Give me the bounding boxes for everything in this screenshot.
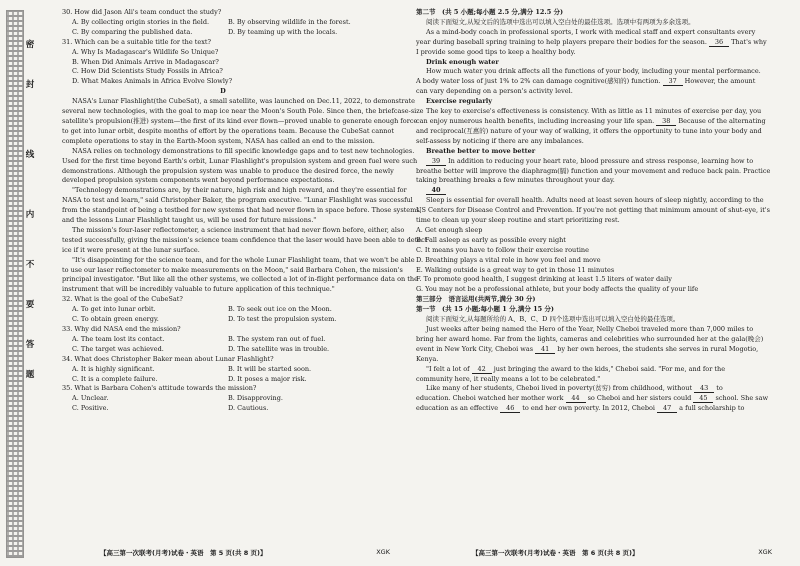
passage-line: demonstrations. Although the propulsion system was unable to produce the desired force, the newly bbox=[62, 166, 394, 175]
page-footer bbox=[100, 548, 390, 557]
option: C. The target was achieved. bbox=[72, 344, 164, 353]
instructions: 阅读下面短文,从每题所给的 A、B、C、D 四个选项中选出可以填入空白处的最佳选项。 bbox=[426, 315, 680, 324]
passage-line: NASA relies on technology demonstrations to fill specific knowledge gaps and to test new technologies. bbox=[72, 146, 415, 155]
passage-line: self-assess by noticing if there are any imbalances. bbox=[416, 136, 584, 145]
binding-line-labels bbox=[23, 40, 37, 540]
option: A. By collecting origin stories in the field. bbox=[72, 17, 210, 26]
passage-line: complete operations to stay in the Earth-Moon system, NASA has called an end to the mission. bbox=[62, 136, 375, 145]
passage-line: ice if it were present at the lunar surface. bbox=[62, 245, 200, 254]
passage-line: education. Cheboi watched her mother work 44 so Cheboi and her sisters could 45 school. She saw bbox=[416, 394, 769, 403]
question-32: 32. What is the goal of the CubeSat? bbox=[62, 295, 183, 304]
options-row bbox=[62, 365, 384, 375]
option: A. Unclear. bbox=[72, 394, 109, 403]
passage-line: "I felt a lot of 42 just bringing the award to the kids," Cheboi said. "For me, and for the bbox=[426, 364, 726, 373]
instructions: 阅读下面短文,从短文后的选项中选出可以填入空白处的最佳选项。选项中有两项为多余选项。 bbox=[426, 17, 695, 26]
option: B. The system ran out of fuel. bbox=[228, 334, 326, 343]
options-row bbox=[62, 375, 384, 385]
section-heading: 第一节 (共 15 小题;每小题 1 分,满分 15 分) bbox=[416, 305, 555, 314]
page-6 bbox=[416, 8, 780, 540]
passage-label: D bbox=[220, 87, 226, 96]
passage-line: As a mind-body coach in professional sports, I work with medical staff and expert consultants every bbox=[426, 27, 756, 36]
option: D. By teaming up with the locals. bbox=[228, 27, 338, 36]
passage-line: 39 In addition to reducing your heart rate, blood pressure and stress response, learning how to bbox=[416, 157, 780, 167]
passage-line: bring her award home. Far from the lights, cameras and celebrities who surrounded her at the gala(晚会) bbox=[416, 334, 764, 343]
question-33: 33. Why did NASA end the mission? bbox=[62, 325, 181, 333]
blank-47: 47 bbox=[657, 404, 677, 413]
blank-42: 42 bbox=[472, 365, 492, 374]
passage-line: NASA to test and learn," said Christopher Baker, the program executive. "Lunar Flashlight was successful bbox=[62, 196, 413, 205]
passage-line: Used for the first time beyond Earth's orbit, Lunar Flashlight's propulsion system and green fuel were such bbox=[62, 156, 418, 165]
question-30: 30. How did Jason Ali's team conduct the study? bbox=[62, 8, 222, 16]
passage-line bbox=[416, 186, 780, 196]
option: C. By comparing the published data. bbox=[72, 27, 193, 36]
binding-label: 封 bbox=[25, 80, 35, 90]
passage-line: principal investigator. "But like all the other systems, we collected a lot of in-flight performance data on the bbox=[62, 275, 418, 284]
passage-line: time to clean up your sleep routine and start prioritizing rest. bbox=[416, 216, 620, 225]
option: A. Get enough sleep bbox=[416, 225, 483, 234]
binding-label: 答 bbox=[25, 340, 35, 350]
option: B. Fall asleep as early as possible every night bbox=[416, 235, 566, 244]
passage-line: Like many of her students, Cheboi lived in poverty(贫穷) from childhood, without 43 to bbox=[426, 384, 723, 393]
passage-line: US Centers for Disease Control and Prevention. If you're not getting that minimum amount of shut-eye, it's bbox=[416, 206, 770, 215]
option: D. The satellite was in trouble. bbox=[228, 344, 330, 353]
blank-38: 38 bbox=[656, 117, 676, 126]
blank-39: 39 bbox=[426, 157, 446, 166]
passage-line: to get into lunar orbit, despite months of effort by the operations team. Because the CubeSat cannot bbox=[62, 126, 394, 135]
passage-line: satellite's propulsion(推进) system—the first of its kind ever flown—proved unable to generate enough force bbox=[62, 116, 418, 125]
passage-line: I provide some good tips to keep a healthy body. bbox=[416, 47, 576, 56]
passage-line: A body water loss of just 1% to 2% can damage cognitive(感知的) function. 37 However, the amount bbox=[416, 77, 756, 86]
passage-line: NASA's Lunar Flashlight(the CubeSat), a small satellite, was launched on Dec.11, 2022, to demonstrate bbox=[72, 97, 415, 106]
blank-37: 37 bbox=[663, 77, 683, 86]
binding-label: 密 bbox=[25, 40, 35, 50]
passage-line: taking breathing breaks a few minutes throughout your day. bbox=[416, 176, 615, 185]
passage-line: "It's disappointing for the science team, and for the whole Lunar Flashlight team, that we won't be able bbox=[72, 255, 415, 264]
blank-46: 46 bbox=[500, 404, 520, 413]
option: B. To seek out ice on the Moon. bbox=[228, 305, 332, 314]
blank-41: 41 bbox=[535, 345, 555, 354]
passage-line: and the lessons Lunar Flashlight taught us, will be used for future missions." bbox=[62, 216, 317, 225]
option: C. Positive. bbox=[72, 404, 109, 413]
binding-label: 不 bbox=[25, 260, 35, 270]
option: E. Walking outside is a great way to get in those 11 minutes bbox=[416, 265, 615, 274]
option: C. How Did Scientists Study Fossils in Africa? bbox=[72, 67, 223, 76]
blank-36: 36 bbox=[709, 38, 729, 47]
decorative-border bbox=[6, 10, 24, 558]
option: D. Breathing plays a vital role in how you feel and move bbox=[416, 255, 601, 264]
binding-label: 要 bbox=[25, 300, 35, 310]
passage-line: Just weeks after being named the Hero of the Year, Nelly Cheboi traveled more than 7,000 miles to bbox=[426, 325, 754, 333]
blank-40: 40 bbox=[426, 186, 446, 195]
passage-line: breathe better will improve the diaphragm(膈) function and your movement and reduce back pain. Practice bbox=[416, 166, 771, 175]
passage-line: developed propulsion system components went beyond performance expectations. bbox=[62, 176, 335, 185]
subheading: Exercise regularly bbox=[426, 97, 493, 106]
option: B. When Did Animals Arrive in Madagascar? bbox=[72, 57, 219, 66]
passage-line: The key to exercise's effectiveness is consistency. With as little as 11 minutes of exercise per day, you bbox=[426, 107, 762, 116]
option: A. To get into lunar orbit. bbox=[72, 305, 156, 314]
options-row bbox=[62, 315, 384, 325]
passage-line: year during baseball spring training to help players prepare their bodies for the season. 36 That's why bbox=[416, 37, 767, 46]
blank-45-extra: 45 bbox=[693, 394, 713, 403]
part-heading: 第三部分 语言运用(共两节,满分 30 分) bbox=[416, 295, 536, 304]
option: C. To obtain green energy. bbox=[72, 315, 159, 324]
option: D. It poses a major risk. bbox=[228, 374, 307, 383]
option: C. It means you have to follow their exercise routine bbox=[416, 245, 589, 254]
binding-label: 内 bbox=[25, 210, 35, 220]
option: D. To test the propulsion system. bbox=[228, 315, 337, 324]
passage-line: "Technology demonstrations are, by their nature, high risk and high reward, and they're essential for bbox=[72, 186, 407, 195]
passage-line: Sleep is essential for overall health. Adults need at least seven hours of sleep nightly, according to the bbox=[426, 196, 764, 205]
passage-line: event in New York City, Cheboi was 41 by her own heroes, the students she serves in rural Mogotio, bbox=[416, 344, 759, 353]
blank-43: 43 bbox=[694, 384, 714, 393]
options-row bbox=[62, 404, 384, 414]
options-row bbox=[62, 394, 384, 404]
section-heading: 第二节 (共 5 小题;每小题 2.5 分,满分 12.5 分) bbox=[416, 8, 564, 16]
option: D. Cautious. bbox=[228, 404, 269, 413]
blank-44: 44 bbox=[566, 394, 586, 403]
option: G. You may not be a professional athlete, but your body affects the quality of your life bbox=[416, 285, 699, 294]
footer-code: XGK bbox=[376, 548, 390, 556]
passage-line: several new technologies, with the goal to map ice near the Moon's South Pole. Since then, the briefcase-size bbox=[62, 107, 424, 116]
question-35: 35. What is Barbara Cohen's attitude towards the mission? bbox=[62, 384, 257, 393]
option: A. It is highly significant. bbox=[72, 364, 155, 373]
option: A. Why Is Madagascar's Wildlife So Unique? bbox=[72, 47, 219, 56]
passage-line: education as an effective 46 to end her own poverty. In 2012, Cheboi 47 a full scholarship to bbox=[416, 404, 745, 413]
passage-line: can vary depending on a person's activity level. bbox=[416, 87, 573, 96]
footer-code: XGK bbox=[758, 548, 772, 556]
options-row bbox=[62, 28, 384, 38]
footer-text: 【高三第一次联考(月考)试卷・英语 第 6 页(共 8 页)】 bbox=[472, 549, 639, 557]
binding-label: 线 bbox=[25, 150, 35, 160]
passage-line: to use our laser reflectometer to make measurements on the Moon," said Barbara Cohen, the mission's bbox=[62, 265, 403, 274]
option: B. Disapproving. bbox=[228, 394, 283, 403]
option: F. To promote good health, I suggest drinking at least 1.5 liters of water daily bbox=[416, 275, 672, 284]
page-footer bbox=[472, 548, 772, 557]
passage-line: and reciprocal(互惠的) nature of your way of walking, it offers the opportunity to tune into your body and bbox=[416, 126, 762, 135]
subheading: Drink enough water bbox=[426, 57, 499, 66]
passage-line: Kenya. bbox=[416, 354, 439, 363]
question-34: 34. What does Christopher Baker mean about Lunar Flashlight? bbox=[62, 354, 274, 363]
option: A. The team lost its contact. bbox=[72, 334, 165, 343]
option: C. It is a complete failure. bbox=[72, 374, 158, 383]
passage-line: tested successfully, giving the mission's science team confidence that the laser would have been able to detect bbox=[62, 235, 428, 244]
subheading: Breathe better to move better bbox=[426, 146, 536, 155]
options-row bbox=[62, 305, 384, 315]
question-31: 31. Which can be a suitable title for the text? bbox=[62, 37, 211, 46]
option: B. By observing wildlife in the forest. bbox=[228, 17, 351, 26]
option: B. It will be started soon. bbox=[228, 364, 312, 373]
footer-text: 【高三第一次联考(月考)试卷・英语 第 5 页(共 8 页)】 bbox=[100, 549, 267, 557]
binding-label: 题 bbox=[25, 370, 35, 380]
options-row bbox=[62, 18, 384, 28]
option: D. What Makes Animals in Africa Evolve Slowly? bbox=[72, 77, 233, 86]
passage-line: How much water you drink affects all the functions of your body, including your mental performance. bbox=[426, 67, 761, 76]
passage-line: community here, it really means a lot to be celebrated." bbox=[416, 374, 601, 383]
options-row bbox=[62, 335, 384, 345]
passage-line: can enjoy numerous health benefits, including increasing your life span. 38 Because of the alternating bbox=[416, 116, 766, 125]
options-row bbox=[62, 345, 384, 355]
passage-line: instrument that will be incredibly valuable to future application of this technique." bbox=[62, 285, 335, 294]
passage-line: from the standpoint of being a testbed for new systems that had never flown in space before. Those systems, bbox=[62, 206, 422, 215]
passage-line: The mission's four-laser reflectometer, a science instrument that had never flown before, either, also bbox=[72, 225, 405, 234]
